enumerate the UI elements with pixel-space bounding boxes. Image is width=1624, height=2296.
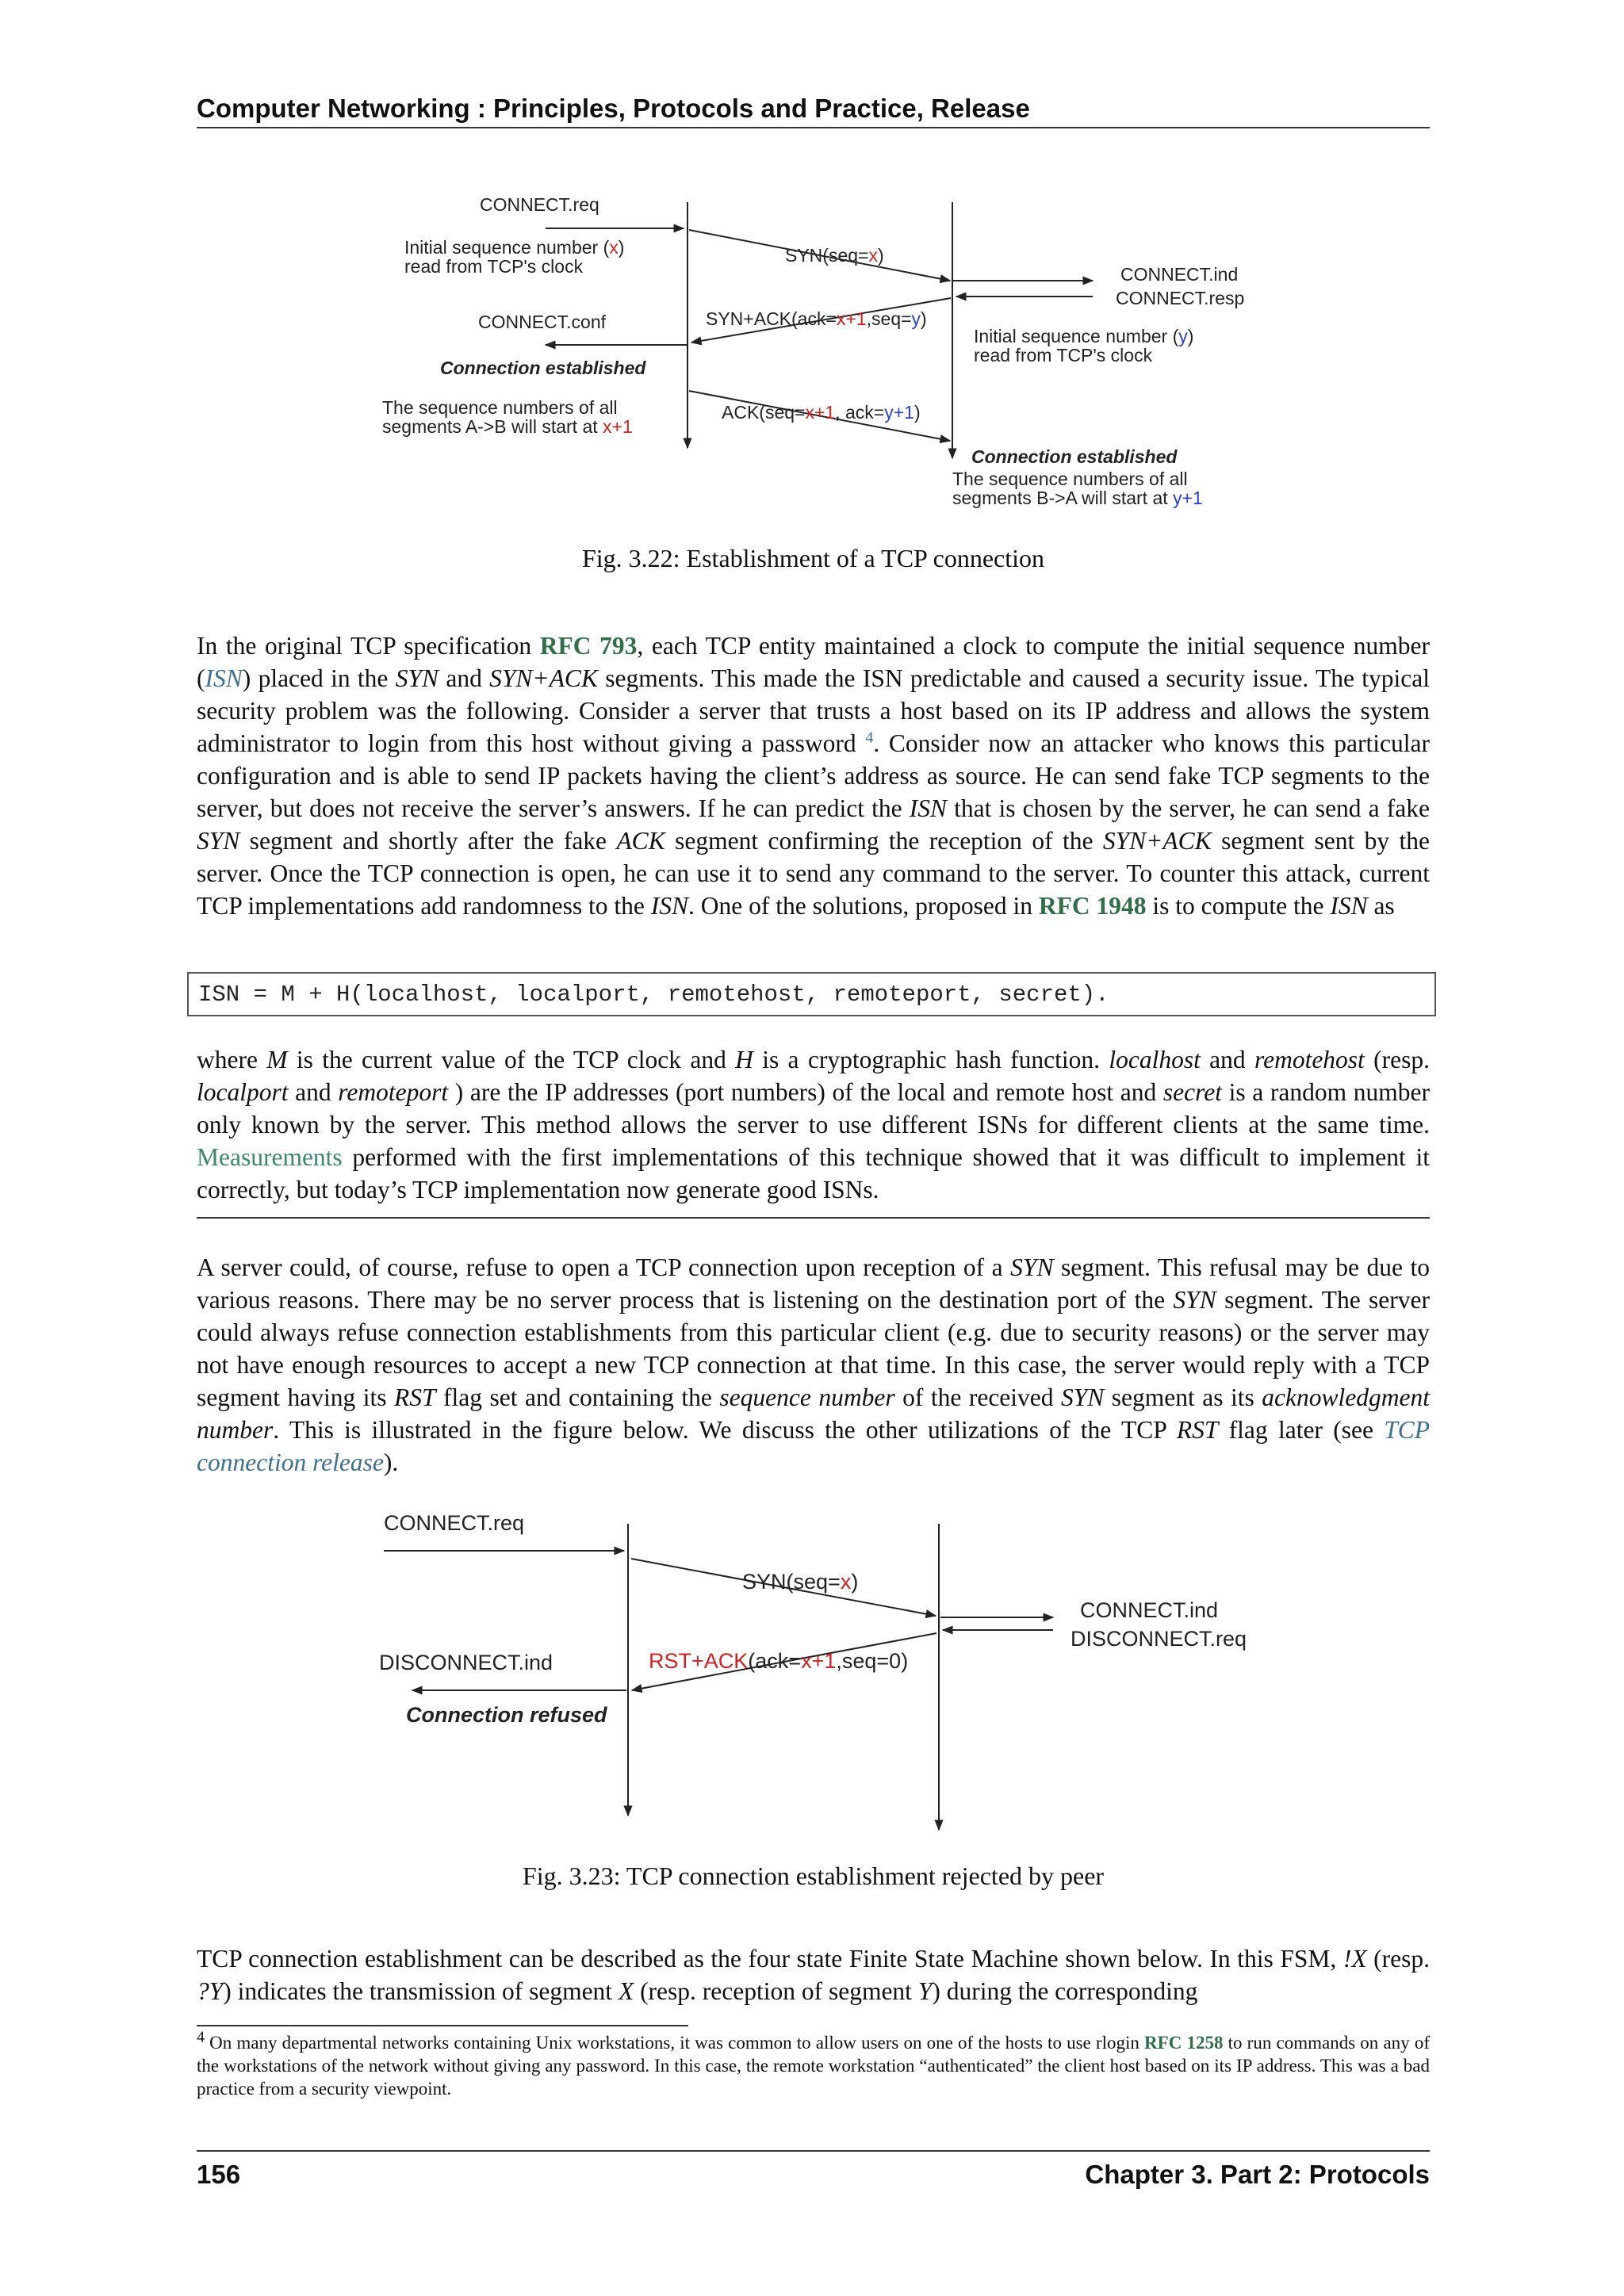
- rfc-1948-link[interactable]: RFC 1948: [1038, 892, 1147, 920]
- paragraph-refuse-connection: A server could, of course, refuse to open a TCP connection upon reception of a SYN segment. This refusal may be due to various reasons. There may be no server process that is listening on the destination port of the SYN segment. The server could always refuse connection establishments from this particular client (e.g. due to security reasons) or the server may not have enough resources to accept a new TCP connection at that time. In this case, the server would reply with a TCP segment having its RST flag set and containing the sequence number of the received SYN segment as its acknowledgment number. This is illustrated in the figure below. We discuss the other utilizations of the TCP RST flag later (see TCP connection release).: [197, 1253, 1430, 1476]
- footnote-rule: [197, 2025, 688, 2026]
- label-isn-x: Initial sequence number (x): [404, 237, 625, 258]
- label-established-a: Connection established: [440, 358, 646, 378]
- label-disconnect-req: DISCONNECT.req: [1071, 1627, 1247, 1651]
- label-isn-x-2: read from TCP's clock: [404, 256, 584, 277]
- label-seq-a-1: The sequence numbers of all: [382, 397, 618, 418]
- paragraph-isn-formula: where M is the current value of the TCP clock and H is a cryptographic hash function. localhost and remotehost (resp. localport and remoteport ) are the IP addresses (port numbers) of the local and remote host and secret is a random number only known by the server. This method allows the server to use different ISNs for different clients at the same time. Measurements performed with the first implementations of this technique showed that it was difficult to implement it correctly, but today’s TCP implementation now generate good ISNs.: [197, 1046, 1431, 1203]
- label-rstack: RST+ACK(ack=x+1,seq=0): [649, 1649, 909, 1673]
- chapter-footer: Chapter 3. Part 2: Protocols: [1085, 2160, 1430, 2189]
- isn-formula-code: ISN = M + H(localhost, localport, remotehost, remoteport, secret).: [187, 972, 1436, 1016]
- rfc-793-link[interactable]: RFC 793: [539, 632, 638, 660]
- page-number: 156: [197, 2160, 241, 2189]
- rfc-1258-link[interactable]: RFC 1258: [1144, 2033, 1224, 2053]
- label-connect-req: CONNECT.req: [384, 1511, 525, 1535]
- label-seq-b-1: The sequence numbers of all: [952, 469, 1188, 489]
- label-isn-y-2: read from TCP's clock: [974, 345, 1153, 365]
- label-synack: SYN+ACK(ack=x+1,seq=y): [706, 308, 927, 329]
- footnote-4: $^4$ On many departmental networks containing Unix workstations, it was common to allow users on one of the hosts to use rlogin RFC 1258 to run commands on any of the workstations of the network without giving any password. In this case, the remote workstation “authenticated” the client host based on its IP address. This was a bad practice from a security viewpoint.: [197, 2028, 1430, 2099]
- label-connect-resp: CONNECT.resp: [1116, 288, 1245, 308]
- section-rule: [197, 1217, 1430, 1219]
- label-connection-refused: Connection refused: [406, 1703, 607, 1727]
- label-established-b: Connection established: [971, 446, 1178, 467]
- measurements-link[interactable]: Measurements: [197, 1143, 343, 1171]
- label-syn: SYN(seq=x): [785, 245, 884, 266]
- label-connect-req: CONNECT.req: [480, 194, 599, 215]
- label-disconnect-ind: DISCONNECT.ind: [379, 1651, 553, 1674]
- label-seq-a-2: segments A->B will start at x+1: [382, 416, 633, 437]
- label-connect-conf: CONNECT.conf: [478, 312, 607, 332]
- figure-tcp-rejected: [0, 1490, 1624, 1839]
- label-syn: SYN(seq=x): [742, 1570, 859, 1594]
- isn-glossary-link[interactable]: ISN: [205, 664, 243, 692]
- figure-tcp-establishment: [0, 0, 1624, 539]
- figure-caption-322: Fig. 3.22: Establishment of a TCP connection: [581, 544, 1045, 572]
- footnote-ref-4[interactable]: 4: [865, 729, 874, 747]
- paragraph-fsm-intro: TCP connection establishment can be described as the four state Finite State Machine shown below. In this FSM, !X (resp. ?Y) indicates the transmission of segment X (resp. reception of segment Y) during the corresponding: [197, 1945, 1430, 2005]
- label-connect-ind: CONNECT.ind: [1120, 264, 1239, 285]
- footer-rule: [197, 2150, 1430, 2152]
- paragraph-isn-security: In the original TCP specification RFC 793, each TCP entity maintained a clock to compute the initial sequence number (ISN) placed in the SYN and SYN+ACK segments. This made the ISN predictable and caused a security issue. The typical security problem was the following. Consider a server that trusts a host based on its IP address and allows the system administrator to login from this host without giving a password $^4$. Consider now an attacker who knows this particular configuration and is able to send IP packets having the client’s address as source. He can send fake TCP segments to the server, but does not receive the server’s answers. If he can predict the ISN that is chosen by the server, he can send a fake SYN segment and shortly after the fake ACK segment confirming the reception of the SYN+ACK segment sent by the server. Once the TCP connection is open, he can use it to send any command to the server. To counter this attack, current TCP implementations add randomness to the ISN. One of the solutions, proposed in RFC 1948 is to compute the ISN as: [197, 632, 1431, 920]
- figure-caption-323: Fig. 3.23: TCP connection establishment rejected by peer: [522, 1862, 1105, 1890]
- label-isn-y: Initial sequence number (y): [974, 326, 1194, 346]
- label-seq-b-2: segments B->A will start at y+1: [952, 488, 1203, 508]
- tcp-connection-release-link[interactable]: TCP connection release: [197, 1416, 1430, 1476]
- label-connect-ind: CONNECT.ind: [1080, 1598, 1219, 1622]
- running-header: Computer Networking : Principles, Protocols and Practice, Release: [197, 94, 1030, 123]
- label-ack: ACK(seq=x+1, ack=y+1): [722, 402, 921, 423]
